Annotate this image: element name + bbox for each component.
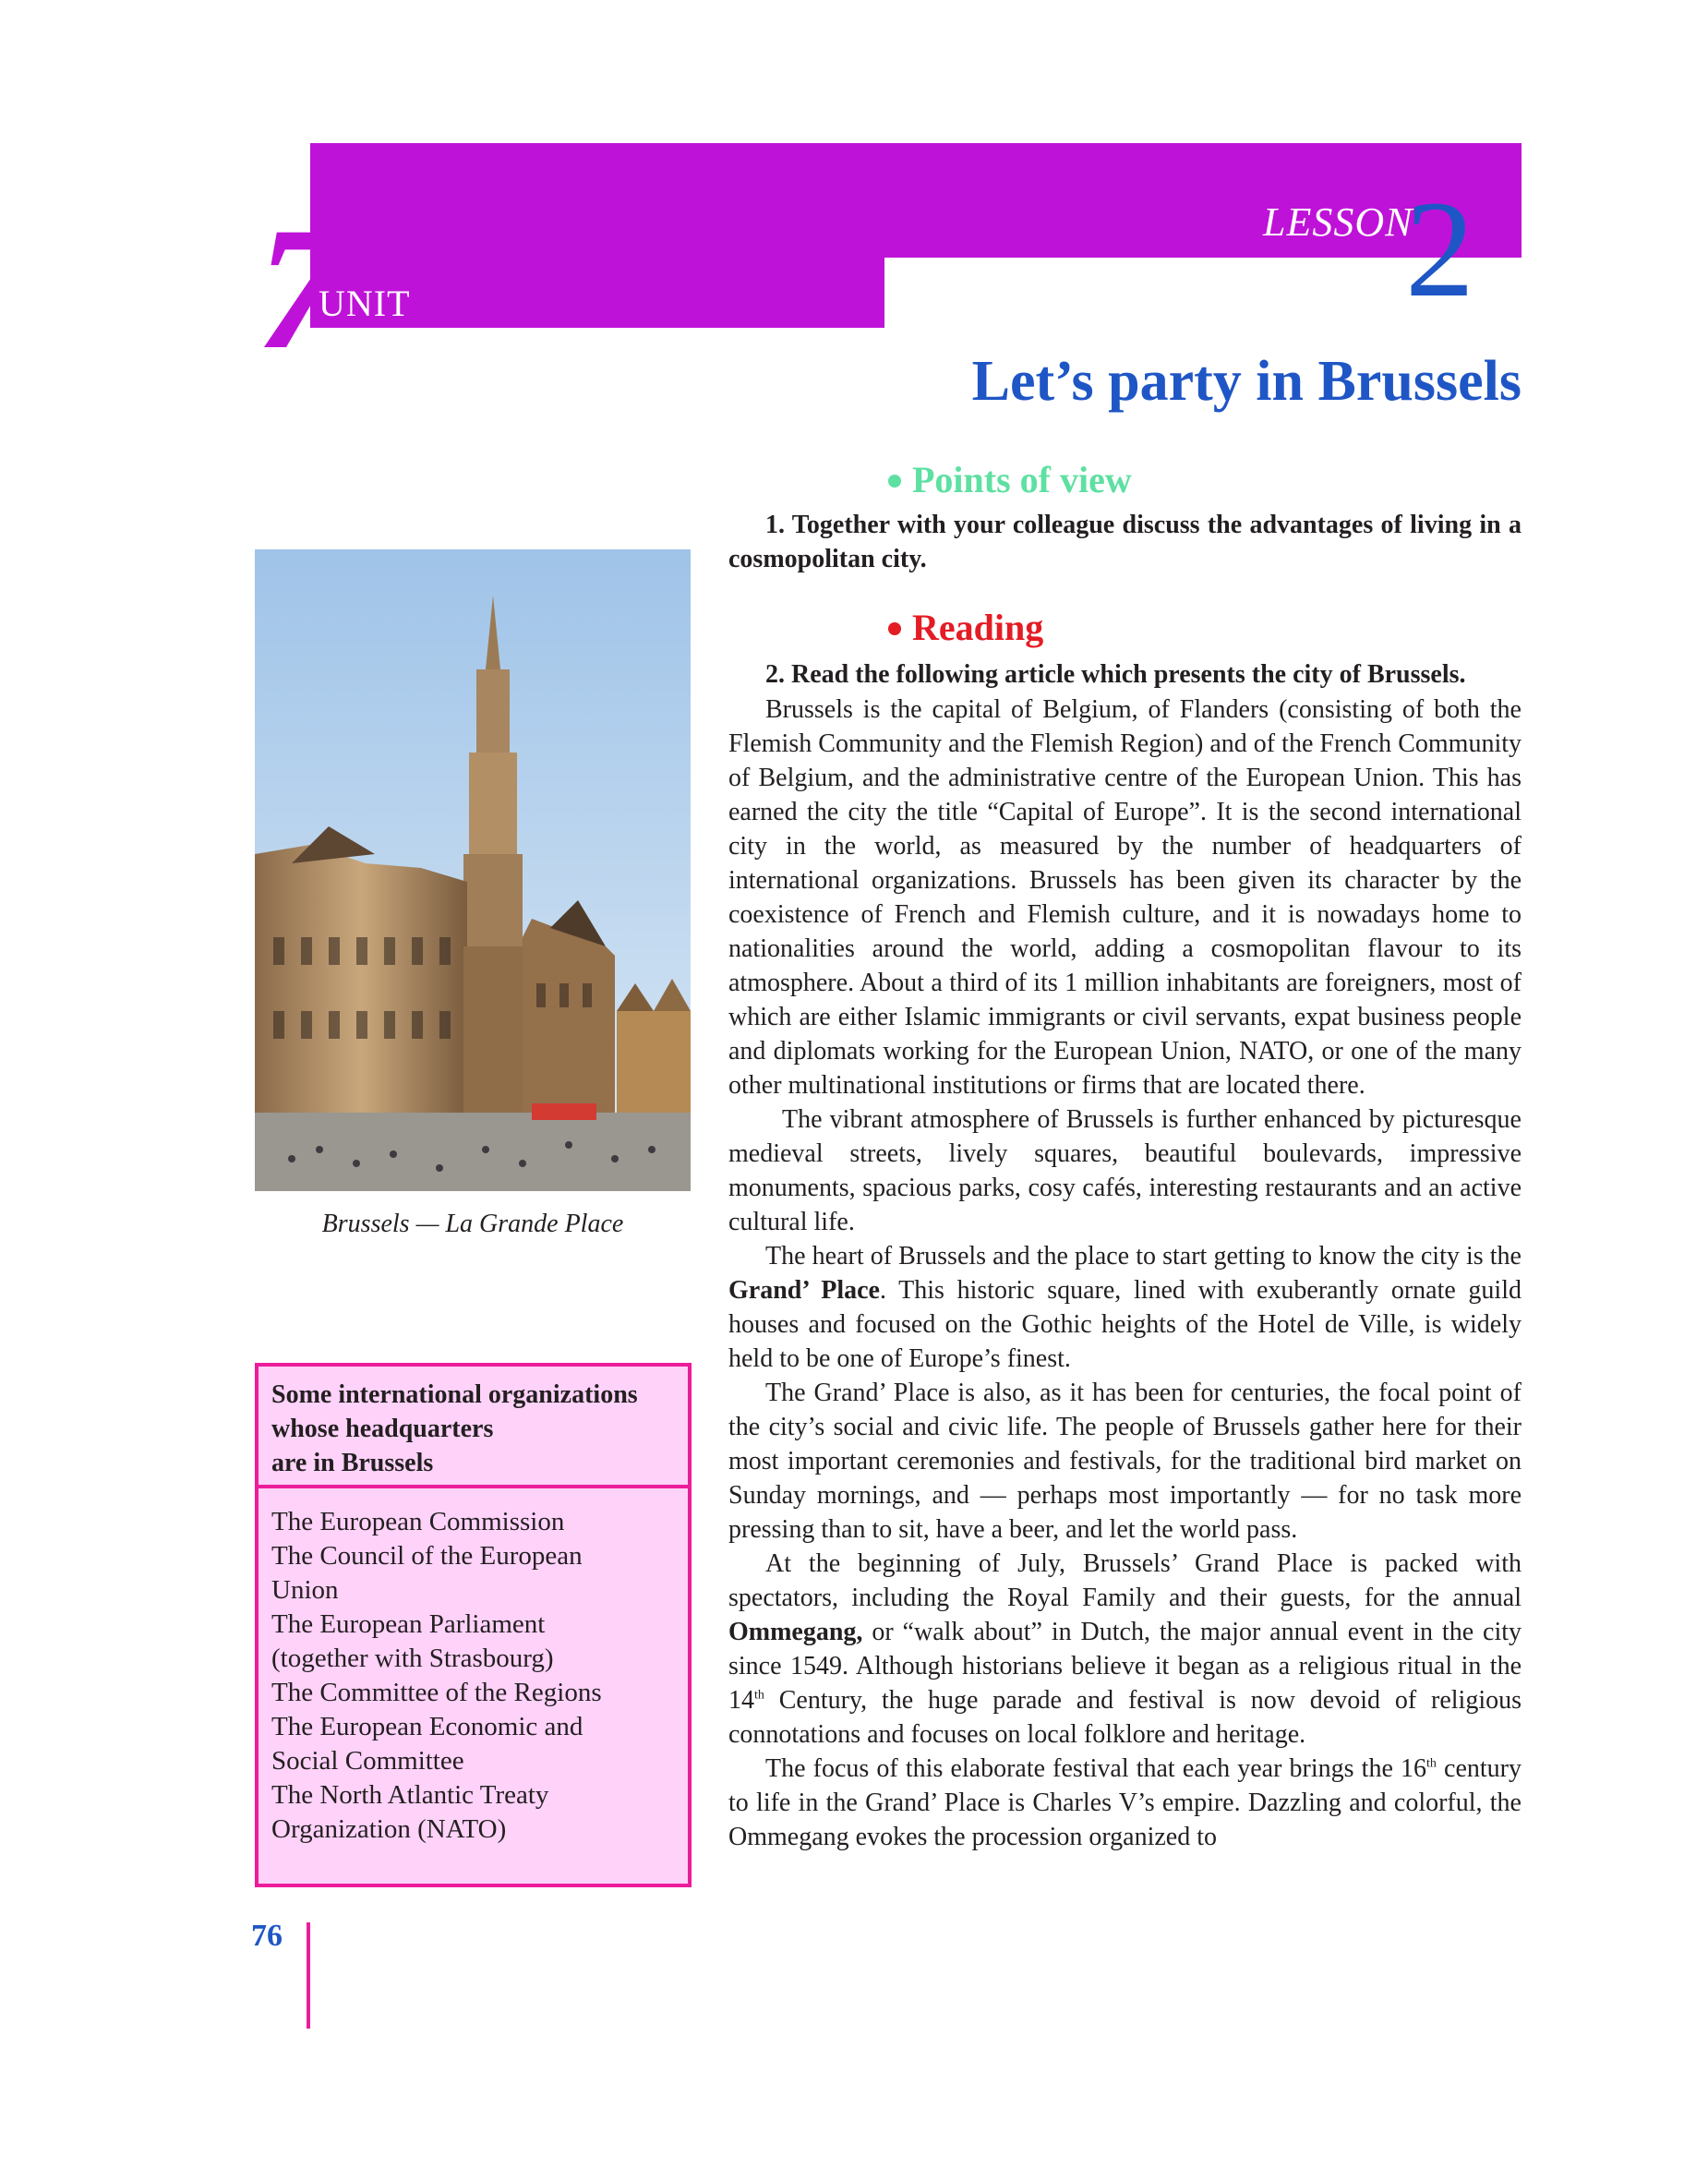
task-1: 1. Together with your colleague discuss the advantages of living in a cosmopolitan city. xyxy=(728,511,1522,573)
reading-label: Reading xyxy=(912,607,1044,648)
list-item: Union xyxy=(271,1575,339,1605)
reading-heading xyxy=(888,606,1043,649)
paragraph-text: century to life in the Grand’ Place is Charles V’s empire. Dazzling and colorful, the Ommegang evokes the procession organized to xyxy=(728,1754,1522,1851)
paragraph-text: . This historic square, lined with exuberantly ornate guild houses and focused on the Gothic heights of the Hotel de Ville, is widely held to be one of Europe’s finest. xyxy=(728,1276,1522,1373)
list-item: The European Commission xyxy=(271,1507,565,1536)
list-item: The North Atlantic Treaty xyxy=(271,1780,549,1810)
organizations-info-box xyxy=(255,1363,692,1887)
page-rule-divider xyxy=(307,1922,310,2029)
info-box-title-line: Some international organizations xyxy=(271,1380,638,1409)
paragraph-text: or “walk about” in Dutch, the major annual event in the city since 1549. Although historians believe it began as a religious ritual in the 14 xyxy=(728,1618,1522,1715)
list-item: The European Parliament xyxy=(271,1609,546,1639)
bullet-dot-icon xyxy=(888,622,901,635)
grand-place-term: Grand’ Place xyxy=(728,1276,880,1305)
organizations-list xyxy=(271,1505,678,1847)
lesson-label: LESSON xyxy=(1263,199,1413,245)
reading-article xyxy=(728,693,1522,1854)
ordinal-suffix: th xyxy=(754,1688,764,1703)
article-paragraph-2: The vibrant atmosphere of Brussels is further enhanced by picturesque medieval streets, lively squares, beautiful boulevards, impressive monuments, spacious parks, cosy cafés, interesting restaurants and an active cultural life. xyxy=(728,1105,1522,1236)
unit-number: 7 xyxy=(257,192,344,386)
lesson-number: 2 xyxy=(1405,173,1474,326)
info-box-title xyxy=(259,1367,688,1488)
list-item: Organization (NATO) xyxy=(271,1814,507,1844)
list-item: The Council of the European xyxy=(271,1541,583,1571)
grand-place-photo xyxy=(255,549,691,1191)
article-paragraph-3 xyxy=(728,1239,1522,1376)
info-box-title-line: are in Brussels xyxy=(271,1449,434,1477)
article-paragraph-1: Brussels is the capital of Belgium, of Flanders (consisting of both the Flemish Community and the Flemish Region) and of the French Community of Belgium, and the administrative centre of the European Union. This has earned the city the title “Capital of Europe”. It is the second international city in the world, as measured by the number of headquarters of international organizations. Brussels has been given its character by the coexistence of French and Flemish culture, and it is nowadays home to nationalities around the world, adding a cosmopolitan flavour to its atmosphere. About a third of its 1 million inhabitants are foreigners, most of which are either Islamic immigrants or civil servants, expat business people and diplomats working for the European Union, NATO, or one of the many other multinational institutions or firms that are located there. xyxy=(728,695,1522,1100)
article-paragraph-6 xyxy=(728,1752,1522,1854)
ordinal-suffix: th xyxy=(1426,1756,1437,1771)
list-item: Social Committee xyxy=(271,1746,464,1776)
unit-label: UNIT xyxy=(319,283,411,324)
info-box-title-line: whose headquarters xyxy=(271,1415,494,1443)
list-item: The European Economic and xyxy=(271,1712,583,1741)
paragraph-text: The focus of this elaborate festival that each year brings the 16 xyxy=(765,1754,1427,1783)
points-of-view-heading xyxy=(888,458,1132,501)
paragraph-text: At the beginning of July, Brussels’ Grand Place is packed with spectators, including the Royal Family and their guests, for the annual xyxy=(728,1549,1522,1612)
points-of-view-label: Points of view xyxy=(912,459,1132,500)
ommegang-term: Ommegang, xyxy=(728,1618,863,1646)
article-paragraph-4: The Grand’ Place is also, as it has been for centuries, the focal point of the city’s social and civic life. The people of Brussels gather here for their most important ceremonies and festivals, for the traditional bird market on Sunday mornings, and — perhaps most importantly — for no task more pressing than to sit, have a beer, and let the world pass. xyxy=(728,1379,1522,1544)
page-title: Let’s party in Brussels xyxy=(971,350,1522,413)
paragraph-text: Century, the huge parade and festival is now devoid of religious connotations and focuses on local folklore and heritage. xyxy=(728,1686,1522,1749)
article-paragraph-5 xyxy=(728,1547,1522,1752)
paragraph-text: The heart of Brussels and the place to start getting to know the city is the xyxy=(765,1242,1522,1271)
photo-caption: Brussels — La Grande Place xyxy=(321,1210,624,1238)
bullet-dot-icon xyxy=(888,475,901,488)
page-number: 76 xyxy=(251,1919,283,1953)
list-item: The Committee of the Regions xyxy=(271,1678,602,1707)
task-2: 2. Read the following article which presents the city of Brussels. xyxy=(765,660,1466,689)
list-item: (together with Strasbourg) xyxy=(271,1644,554,1673)
